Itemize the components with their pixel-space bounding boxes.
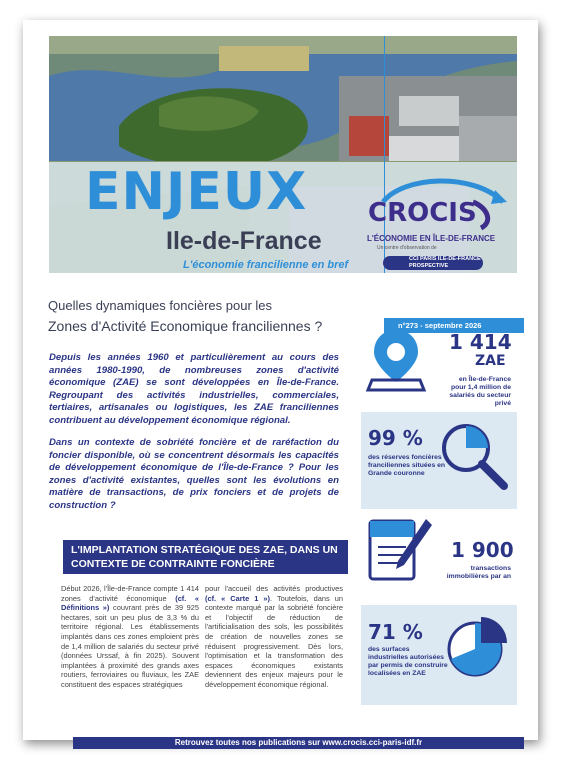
document-page	[23, 20, 538, 747]
stat-zae-count: 1 414	[449, 330, 512, 354]
col2-text-b: . Toutefois, dans un contexte marqué par la sobriété foncière et l'objectif de réduction de l'artificialisation des sols, les possibilités de création de nouvelles zones se réduisent progressivement. Dès lors, l'optimisation et la transformation des espaces économiques existants deviennent des enjeux majeurs pour le développement économique régional.	[205, 593, 343, 689]
cci-badge	[383, 256, 483, 270]
magnifier-icon	[438, 420, 510, 492]
stat-zae-unit: ZAE	[475, 353, 506, 369]
stat-reserves-label: des réserves foncières franciliennes situées en Grande couronne	[368, 454, 446, 477]
pie-chart-icon	[445, 615, 511, 681]
publication-title: ENJEUX	[85, 162, 308, 222]
crocis-logo-text: CROCIS	[368, 198, 477, 228]
lead-question-line1: Quelles dynamiques foncières pour les	[48, 298, 273, 313]
stat-industrial-label: des surfaces industrielles autorisées par permis de construire localisées en ZAE	[368, 646, 448, 677]
map-pin-icon	[368, 328, 424, 392]
col1-text-b: couvrant près de 39 925 hectares, soit un peu plus de 3,3 % du territoire régional. Les établissements implantés dans ces zones emploient près de 1,4 million de salariés du secteur privé (données Urssaf, à fin 2025). Souvent implantées à proximité des grands axes routiers, ferroviaires ou fluviaux, les ZAE constituent des espaces stratégiques	[61, 603, 200, 689]
cci-badge-text: CCI PARIS ILE-DE-FRANCE PROSPECTIVE	[409, 256, 481, 269]
stat-transactions-label: transactions immobilières par an	[446, 565, 511, 580]
body-column-1	[61, 584, 199, 690]
col1-text-a: Début 2026, l'Île-de-France compte 1 414 zones d'activité économique	[61, 584, 199, 603]
stat-zae-label: en Île-de-France pour 1,4 million de salariés du secteur privé	[449, 376, 511, 407]
intro-paragraph-1: Depuis les années 1960 et particulièrement au cours des années 1980-1990, de nombreuses zones d'activité économique (ZAE) se sont développées en Île-de-France. Regroupant des activités industrielles, commerciales, tertiaires, artisanales ou logistiques, les ZAE franciliennes contribuent au développement économique régional.	[49, 352, 339, 426]
map-link[interactable]: (cf. « Carte 1 »)	[205, 593, 271, 603]
definitions-link[interactable]: (cf. « Définitions »)	[61, 593, 200, 613]
publication-subtitle: Ile-de-France	[166, 227, 322, 255]
intro-paragraph-2: Dans un contexte de sobriété foncière et de raréfaction du foncier disponible, où se concentrent désormais les capacités de développement économique de l'Île-de-France ? Pour les zones d'activité existantes, quelles sont les évolutions en matière de transactions, de prix fonciers et de projets de construction ?	[49, 437, 339, 511]
lead-question	[48, 296, 322, 336]
section-heading: L'IMPLANTATION STRATÉGIQUE DES ZAE, DANS UN CONTEXTE DE CONTRAINTE FONCIÈRE CROISSANTE	[63, 540, 348, 574]
publication-tagline: L'économie francilienne en bref	[183, 259, 349, 271]
col2-text-a: pour l'accueil des activités productives	[205, 584, 343, 593]
crocis-tagline: L'ÉCONOMIE EN ÎLE-DE-FRANCE	[367, 234, 496, 243]
footer-bar	[73, 737, 524, 749]
cci-caption: Un centre d'observation de	[377, 245, 437, 251]
contract-pen-icon	[368, 515, 434, 585]
lead-question-line2: Zones d'Activité Economique franciliennes ?	[48, 318, 323, 334]
body-column-2	[205, 584, 343, 690]
stat-reserves-value: 99 %	[368, 426, 423, 450]
stat-transactions-value: 1 900	[451, 538, 514, 562]
stat-industrial-value: 71 %	[368, 620, 423, 644]
issue-badge: n°273 - septembre 2026	[384, 318, 524, 333]
intro-text	[49, 352, 339, 522]
footer-link[interactable]: Retrouvez toutes nos publications sur www.crocis.cci-paris-idf.fr	[174, 738, 423, 747]
